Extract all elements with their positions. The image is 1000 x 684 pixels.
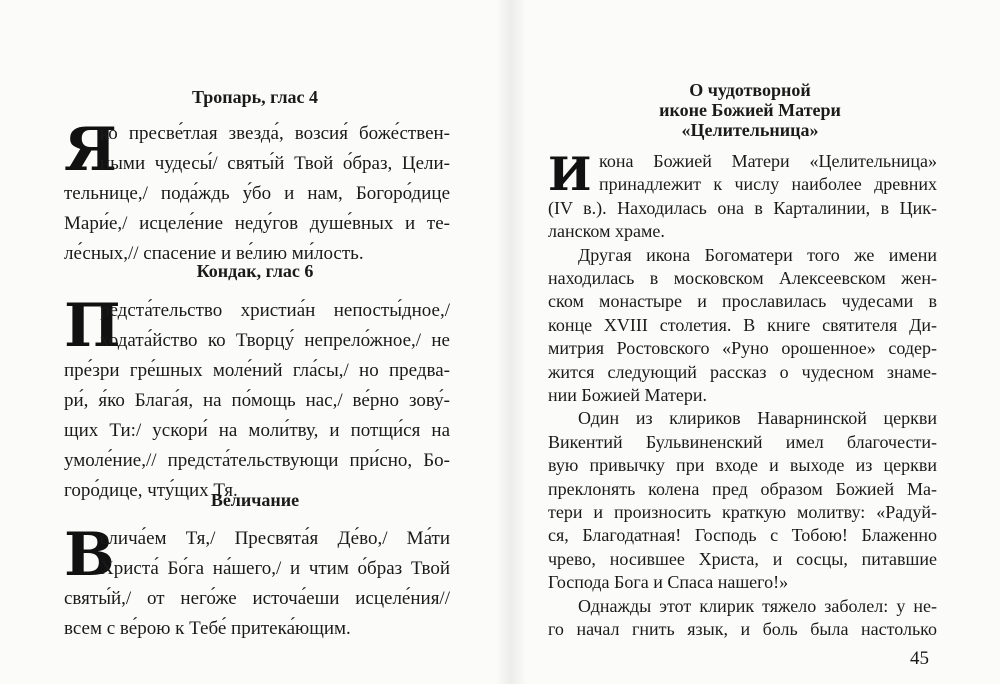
article-dropcap: И — [548, 147, 592, 201]
article-line-13: Викентий Бульвиненский имел благочести- — [548, 431, 937, 452]
article-line-17: ся, Благодатная! Господь с Тобою! Блаженно — [548, 525, 937, 546]
article-line-3: (IV в.). Находилась она в Карталинии, в Цик- — [548, 197, 937, 218]
megalynarion-line-2: Христа́ Бо́га на́шего,/ и чтим о́браз Твой — [100, 558, 450, 579]
article-line-9: митрия Ростовского «Руно орошенное» содер- — [548, 338, 937, 359]
article-line-15: преклонять колена пред образом Божией Ма- — [548, 478, 937, 499]
article-line-20: Однажды этот клирик тяжело заболел: у не- — [578, 595, 937, 616]
megalynarion-line-1: елича́ем Тя,/ Пресвята́я Де́во,/ Ма́ти — [100, 528, 450, 549]
page-number: 45 — [910, 648, 929, 669]
article-line-12: Один из клириков Наварнинской церкви — [578, 408, 937, 429]
troparion-heading: Тропарь, глас 4 — [191, 87, 319, 107]
article-line-1: кона Божией Матери «Целительница» — [599, 151, 937, 171]
troparion-line-3: тельнице,/ пода́ждь у́бо и нам, Богоро́дице — [64, 183, 450, 204]
kontakion-dropcap: П — [64, 291, 121, 361]
article-heading-line-1: О чудотворной — [689, 80, 811, 100]
article-line-19: Господа Бога и Спаса нашего!» — [548, 572, 789, 593]
troparion-line-5: ле́сных,// спасение и ве́лию ми́лость. — [64, 243, 364, 264]
kontakion-line-5: щих Ти:/ ускори́ на моли́тву, и потщи́ся на — [64, 420, 450, 441]
troparion-line-4: Мари́е,/ исцеле́ние неду́гов душе́вных и те- — [64, 213, 450, 234]
kontakion-line-2: ходата́йство ко Творцу́ непрело́жное,/ не — [100, 330, 450, 351]
kontakion-line-3: пре́зри гре́шных моле́ний гла́сы,/ но предва- — [64, 360, 450, 381]
article-line-8: конце XVIII столетия. В книге святителя Ди- — [548, 314, 937, 335]
kontakion-line-4: ри́, я́ко Блага́я, на по́мощь нас,/ ве́рно зову́- — [64, 390, 450, 411]
article-line-16: тери и произносить краткую молитву: «Радуй- — [548, 502, 937, 522]
megalynarion-line-3: святы́й,/ от него́же источа́еши исцеле́ния// — [64, 588, 450, 609]
article-line-10: жится следующий рассказ о чудесном знаме- — [548, 361, 937, 382]
megalynarion-dropcap: В — [64, 520, 115, 590]
article-heading-line-2: иконе Божией Матери — [659, 100, 841, 120]
article-line-21: го начал гнить язык, и боль была настолько — [548, 619, 937, 639]
article-line-14: вую привычку при входе и выходе из церкви — [548, 455, 937, 476]
article-line-18: чрево, носившее Христа, и сосцы, питавшие — [548, 548, 937, 569]
article-line-5: Другая икона Богоматери того же имени — [578, 244, 937, 265]
article-line-6: находилась в московском Алексеевском жен- — [548, 268, 937, 288]
troparion-line-1: ко пресве́тлая звезда́, возсия́ боже́ствен- — [100, 123, 450, 144]
article-line-4: ланском храме. — [548, 221, 665, 242]
article-line-2: принадлежит к числу наиболее древних — [599, 174, 937, 195]
kontakion-line-6: умоле́ние,// предста́тельствующи при́сно, Бо- — [64, 450, 450, 471]
right-page — [500, 0, 1000, 684]
troparion-dropcap: Я — [64, 115, 117, 185]
article-line-7: ском монастыре и прославилась чудесами в — [548, 291, 937, 312]
article-heading-line-3: «Целительница» — [681, 120, 819, 140]
kontakion-heading: Кондак, глас 6 — [196, 261, 314, 281]
megalynarion-line-4: всем с ве́рою к Тебе́ притека́ющим. — [64, 618, 351, 639]
kontakion-line-1: редста́тельство христиа́н непосты́дное,/ — [100, 300, 450, 321]
article-line-11: нии Божией Матери. — [548, 385, 707, 405]
megalynarion-heading: Величание — [210, 490, 300, 510]
kontakion-line-7: горо́дице, чту́щих Тя. — [64, 480, 238, 501]
troparion-line-2: ными чудесы́/ святы́й Твой о́браз, Цели- — [100, 153, 450, 174]
